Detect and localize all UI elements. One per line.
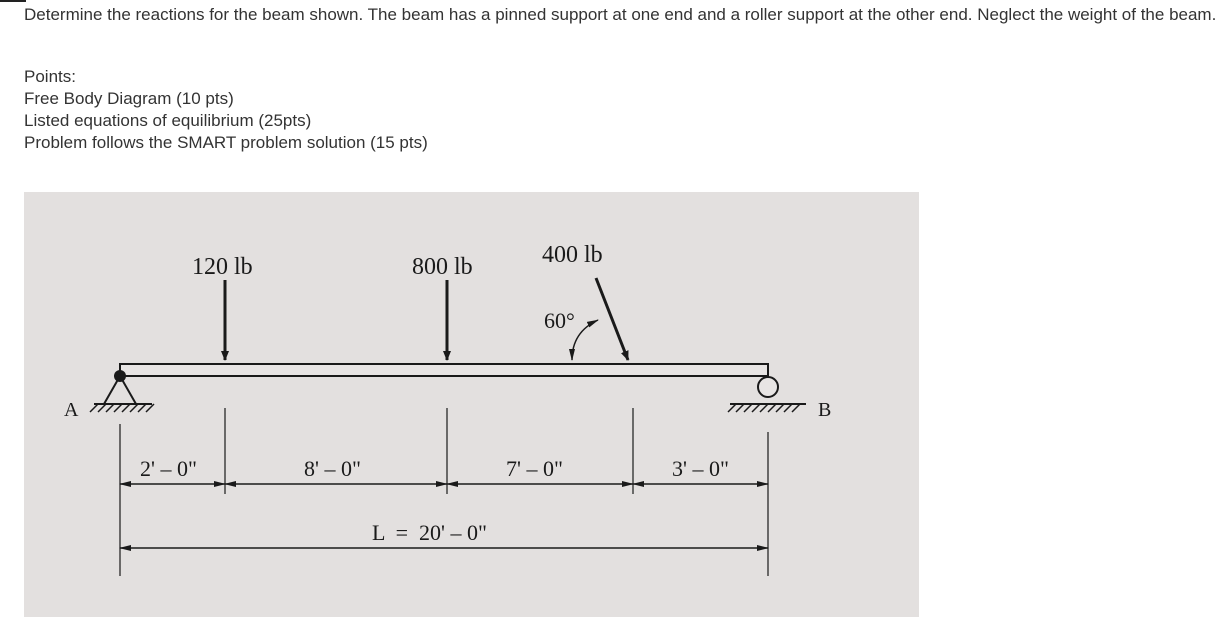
beam bbox=[120, 364, 768, 376]
load-label-800: 800 lb bbox=[412, 254, 473, 280]
load-label-120: 120 lb bbox=[192, 254, 253, 280]
top-edge-mark bbox=[0, 0, 26, 2]
beam-diagram bbox=[24, 192, 919, 617]
extension-lines bbox=[120, 408, 768, 576]
beam-figure bbox=[24, 192, 919, 617]
dim-label-8ft: 8' – 0" bbox=[304, 456, 361, 481]
support-label-a: A bbox=[64, 399, 79, 421]
points-item-smart: Problem follows the SMART problem solution (15 pts) bbox=[24, 133, 428, 152]
roller-support-b bbox=[728, 377, 806, 412]
question-text: Determine the reactions for the beam shown. The beam has a pinned support at one end and a roller support at the other end. Neglect the weight of the beam. bbox=[24, 5, 1217, 24]
points-header: Points: bbox=[24, 67, 76, 86]
angle-label: 60° bbox=[544, 308, 575, 333]
points-item-fbd: Free Body Diagram (10 pts) bbox=[24, 89, 234, 108]
load-arrow-400 bbox=[596, 278, 628, 360]
angle-arc bbox=[572, 320, 598, 360]
points-block bbox=[24, 66, 428, 154]
dim-label-2ft: 2' – 0" bbox=[140, 456, 197, 481]
support-label-b: B bbox=[818, 399, 832, 421]
dim-label-3ft: 3' – 0" bbox=[672, 456, 729, 481]
total-length-label: L = 20' – 0" bbox=[372, 520, 487, 545]
dim-label-7ft: 7' – 0" bbox=[506, 456, 563, 481]
points-item-equations: Listed equations of equilibrium (25pts) bbox=[24, 111, 312, 130]
load-label-400: 400 lb bbox=[542, 242, 603, 268]
